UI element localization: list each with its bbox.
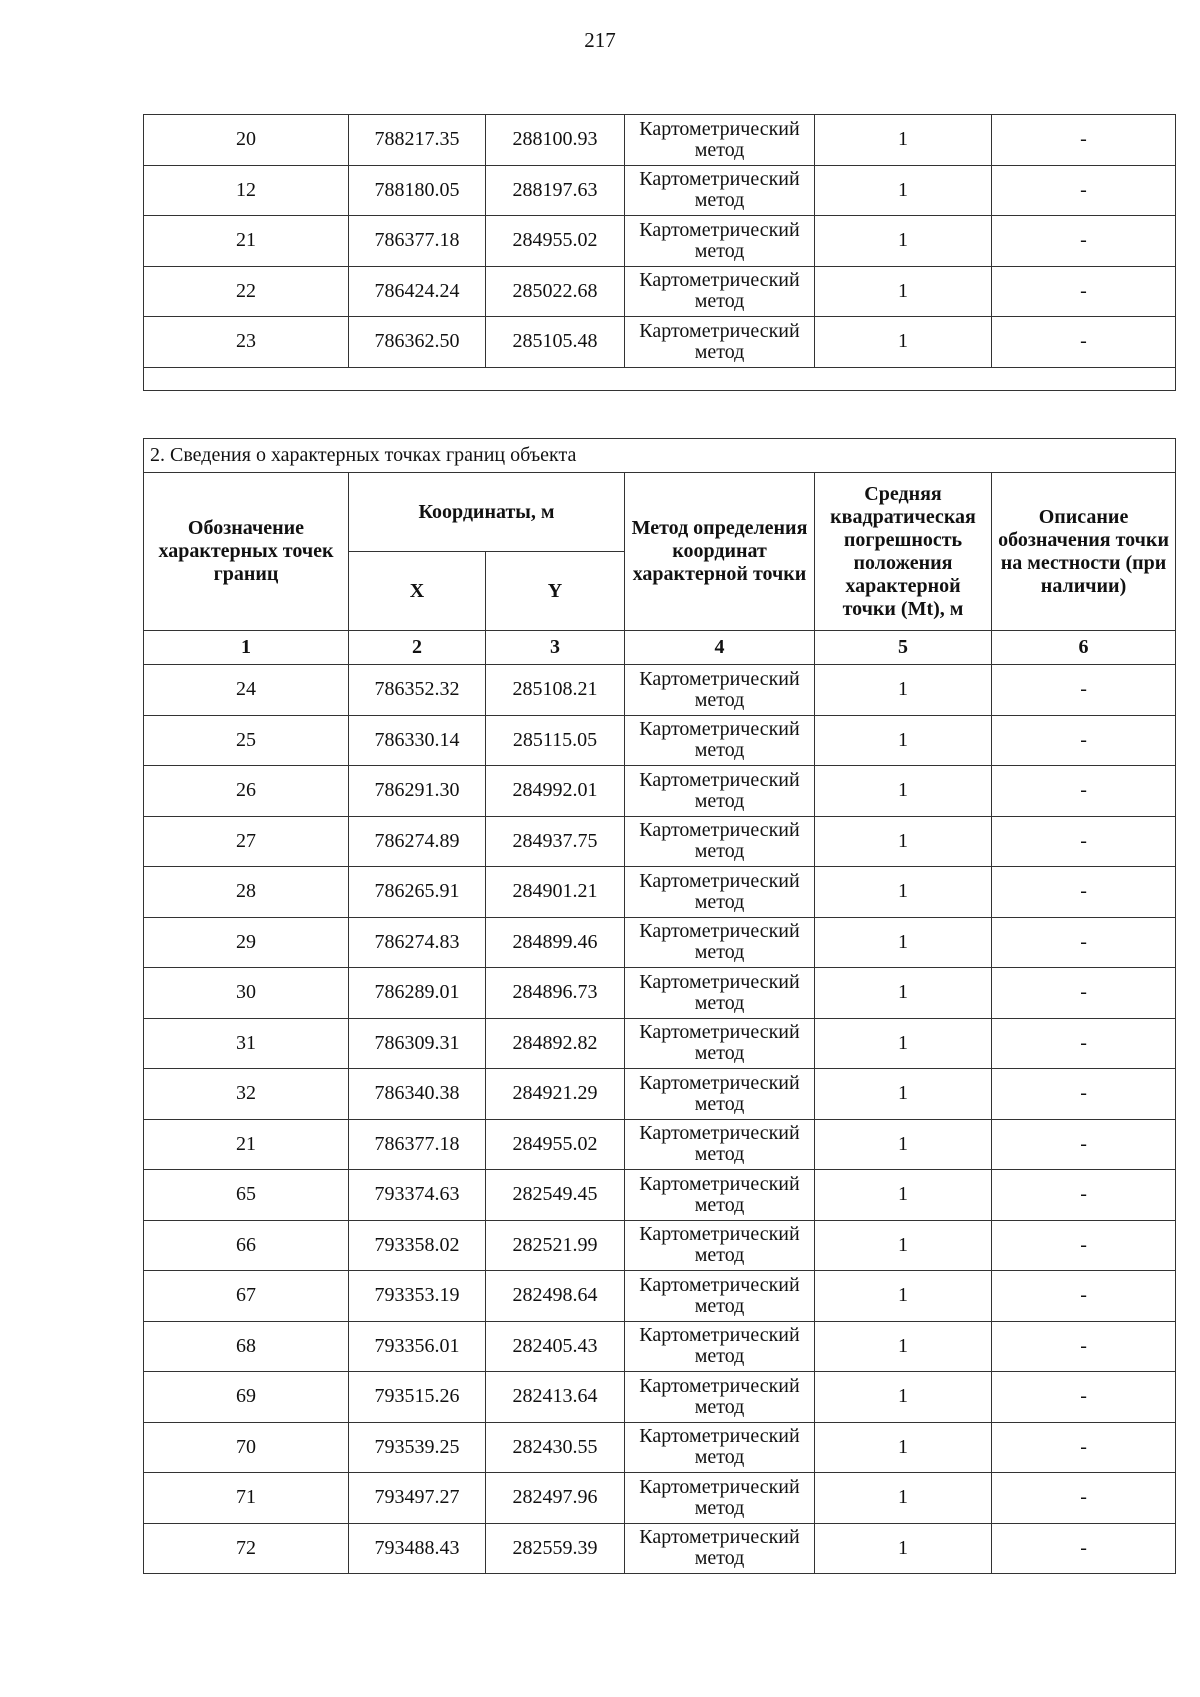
cell-mt: 1 <box>815 968 992 1019</box>
page-number: 217 <box>584 28 616 52</box>
cell-point-id: 67 <box>144 1271 349 1322</box>
cell-x-coordinate: 786291.30 <box>349 766 486 817</box>
table-row <box>144 968 1176 1019</box>
cell-point-id: 28 <box>144 867 349 918</box>
cell-x-coordinate: 788180.05 <box>349 165 486 216</box>
cell-method: Картометрический метод <box>625 1069 815 1120</box>
table-row <box>144 1523 1176 1574</box>
header-x: X <box>349 552 486 631</box>
table-row <box>144 665 1176 716</box>
column-number: 1 <box>144 631 349 665</box>
cell-point-id: 29 <box>144 917 349 968</box>
column-number: 2 <box>349 631 486 665</box>
cell-description: - <box>992 266 1176 317</box>
cell-method: Картометрический метод <box>625 1119 815 1170</box>
cell-x-coordinate: 786362.50 <box>349 317 486 368</box>
cell-description: - <box>992 216 1176 267</box>
cell-x-coordinate: 793488.43 <box>349 1523 486 1574</box>
column-number: 4 <box>625 631 815 665</box>
cell-mt: 1 <box>815 816 992 867</box>
cell-point-id: 68 <box>144 1321 349 1372</box>
cell-y-coordinate: 285022.68 <box>486 266 625 317</box>
cell-y-coordinate: 284892.82 <box>486 1018 625 1069</box>
cell-y-coordinate: 282430.55 <box>486 1422 625 1473</box>
cell-point-id: 24 <box>144 665 349 716</box>
cell-y-coordinate: 282405.43 <box>486 1321 625 1372</box>
cell-point-id: 22 <box>144 266 349 317</box>
table-row <box>144 1119 1176 1170</box>
coordinates-table-continued <box>143 114 1176 391</box>
cell-y-coordinate: 285108.21 <box>486 665 625 716</box>
cell-method: Картометрический метод <box>625 766 815 817</box>
cell-y-coordinate: 285115.05 <box>486 715 625 766</box>
cell-method: Картометрический метод <box>625 1372 815 1423</box>
cell-method: Картометрический метод <box>625 216 815 267</box>
cell-y-coordinate: 282559.39 <box>486 1523 625 1574</box>
cell-mt: 1 <box>815 1321 992 1372</box>
cell-description: - <box>992 1271 1176 1322</box>
cell-y-coordinate: 282549.45 <box>486 1170 625 1221</box>
table-row <box>144 165 1176 216</box>
table-row <box>144 1372 1176 1423</box>
cell-y-coordinate: 288100.93 <box>486 115 625 166</box>
cell-x-coordinate: 786424.24 <box>349 266 486 317</box>
cell-mt: 1 <box>815 1069 992 1120</box>
cell-y-coordinate: 284899.46 <box>486 917 625 968</box>
cell-method: Картометрический метод <box>625 317 815 368</box>
cell-point-id: 21 <box>144 216 349 267</box>
cell-mt: 1 <box>815 317 992 368</box>
cell-method: Картометрический метод <box>625 1523 815 1574</box>
cell-description: - <box>992 317 1176 368</box>
cell-point-id: 26 <box>144 766 349 817</box>
cell-mt: 1 <box>815 1422 992 1473</box>
cell-mt: 1 <box>815 1170 992 1221</box>
cell-method: Картометрический метод <box>625 1271 815 1322</box>
column-number: 3 <box>486 631 625 665</box>
cell-y-coordinate: 288197.63 <box>486 165 625 216</box>
table-body <box>144 665 1176 1574</box>
table-row <box>144 1321 1176 1372</box>
cell-description: - <box>992 1372 1176 1423</box>
table-row <box>144 115 1176 166</box>
cell-description: - <box>992 1422 1176 1473</box>
cell-point-id: 23 <box>144 317 349 368</box>
cell-x-coordinate: 793374.63 <box>349 1170 486 1221</box>
cell-description: - <box>992 968 1176 1019</box>
cell-description: - <box>992 1523 1176 1574</box>
cell-description: - <box>992 165 1176 216</box>
cell-description: - <box>992 715 1176 766</box>
cell-point-id: 20 <box>144 115 349 166</box>
cell-y-coordinate: 284937.75 <box>486 816 625 867</box>
table-row <box>144 266 1176 317</box>
cell-point-id: 25 <box>144 715 349 766</box>
cell-point-id: 32 <box>144 1069 349 1120</box>
empty-row <box>144 367 1176 390</box>
table-row <box>144 216 1176 267</box>
cell-description: - <box>992 816 1176 867</box>
cell-point-id: 72 <box>144 1523 349 1574</box>
cell-mt: 1 <box>815 1372 992 1423</box>
cell-method: Картометрический метод <box>625 1422 815 1473</box>
table-row <box>144 1422 1176 1473</box>
cell-description: - <box>992 1018 1176 1069</box>
header-method: Метод определения координат характерной точки <box>625 473 815 631</box>
cell-x-coordinate: 793539.25 <box>349 1422 486 1473</box>
cell-description: - <box>992 665 1176 716</box>
cell-method: Картометрический метод <box>625 165 815 216</box>
table-row <box>144 1220 1176 1271</box>
cell-point-id: 12 <box>144 165 349 216</box>
table-header <box>144 439 1176 665</box>
cell-point-id: 66 <box>144 1220 349 1271</box>
empty-cell <box>144 367 1176 390</box>
cell-point-id: 27 <box>144 816 349 867</box>
cell-y-coordinate: 282413.64 <box>486 1372 625 1423</box>
cell-x-coordinate: 786330.14 <box>349 715 486 766</box>
cell-y-coordinate: 282521.99 <box>486 1220 625 1271</box>
cell-point-id: 21 <box>144 1119 349 1170</box>
column-number: 6 <box>992 631 1176 665</box>
cell-method: Картометрический метод <box>625 715 815 766</box>
cell-description: - <box>992 1119 1176 1170</box>
table-row <box>144 715 1176 766</box>
cell-mt: 1 <box>815 917 992 968</box>
cell-y-coordinate: 284955.02 <box>486 1119 625 1170</box>
cell-x-coordinate: 788217.35 <box>349 115 486 166</box>
cell-x-coordinate: 793515.26 <box>349 1372 486 1423</box>
cell-method: Картометрический метод <box>625 968 815 1019</box>
table-body <box>144 115 1176 391</box>
cell-method: Картометрический метод <box>625 266 815 317</box>
table-row <box>144 766 1176 817</box>
cell-method: Картометрический метод <box>625 816 815 867</box>
cell-method: Картометрический метод <box>625 665 815 716</box>
cell-point-id: 70 <box>144 1422 349 1473</box>
cell-x-coordinate: 786352.32 <box>349 665 486 716</box>
cell-method: Картометрический метод <box>625 867 815 918</box>
table-row <box>144 1271 1176 1322</box>
cell-mt: 1 <box>815 1119 992 1170</box>
cell-y-coordinate: 284992.01 <box>486 766 625 817</box>
cell-method: Картометрический метод <box>625 1321 815 1372</box>
cell-x-coordinate: 786309.31 <box>349 1018 486 1069</box>
cell-y-coordinate: 284901.21 <box>486 867 625 918</box>
cell-mt: 1 <box>815 1473 992 1524</box>
cell-x-coordinate: 793356.01 <box>349 1321 486 1372</box>
cell-method: Картометрический метод <box>625 1473 815 1524</box>
cell-point-id: 65 <box>144 1170 349 1221</box>
cell-mt: 1 <box>815 867 992 918</box>
table-row <box>144 317 1176 368</box>
cell-point-id: 71 <box>144 1473 349 1524</box>
header-y: Y <box>486 552 625 631</box>
header-point: Обозначение характерных точек границ <box>144 473 349 631</box>
cell-point-id: 69 <box>144 1372 349 1423</box>
cell-x-coordinate: 786289.01 <box>349 968 486 1019</box>
cell-mt: 1 <box>815 1018 992 1069</box>
cell-mt: 1 <box>815 766 992 817</box>
cell-description: - <box>992 867 1176 918</box>
cell-description: - <box>992 1069 1176 1120</box>
table-row <box>144 1069 1176 1120</box>
cell-description: - <box>992 766 1176 817</box>
cell-mt: 1 <box>815 665 992 716</box>
cell-x-coordinate: 786274.89 <box>349 816 486 867</box>
cell-mt: 1 <box>815 165 992 216</box>
table-row <box>144 816 1176 867</box>
table-caption: 2. Сведения о характерных точках границ объекта <box>144 439 1176 473</box>
cell-y-coordinate: 282497.96 <box>486 1473 625 1524</box>
cell-description: - <box>992 917 1176 968</box>
table-row <box>144 917 1176 968</box>
table-row <box>144 867 1176 918</box>
header-coordinates: Координаты, м <box>349 473 625 552</box>
cell-point-id: 30 <box>144 968 349 1019</box>
cell-x-coordinate: 793358.02 <box>349 1220 486 1271</box>
cell-mt: 1 <box>815 266 992 317</box>
cell-method: Картометрический метод <box>625 1018 815 1069</box>
table-row <box>144 1170 1176 1221</box>
cell-description: - <box>992 1220 1176 1271</box>
cell-mt: 1 <box>815 216 992 267</box>
cell-y-coordinate: 285105.48 <box>486 317 625 368</box>
cell-description: - <box>992 1170 1176 1221</box>
cell-point-id: 31 <box>144 1018 349 1069</box>
header-mt: Средняя квадратическая погрешность положения характерной точки (Mt), м <box>815 473 992 631</box>
cell-x-coordinate: 786377.18 <box>349 216 486 267</box>
cell-x-coordinate: 786377.18 <box>349 1119 486 1170</box>
cell-description: - <box>992 115 1176 166</box>
cell-y-coordinate: 284955.02 <box>486 216 625 267</box>
table-row <box>144 1018 1176 1069</box>
cell-description: - <box>992 1321 1176 1372</box>
table-row <box>144 1473 1176 1524</box>
header-description: Описание обозначения точки на местности (при наличии) <box>992 473 1176 631</box>
cell-x-coordinate: 786265.91 <box>349 867 486 918</box>
cell-x-coordinate: 786274.83 <box>349 917 486 968</box>
cell-x-coordinate: 786340.38 <box>349 1069 486 1120</box>
cell-y-coordinate: 284921.29 <box>486 1069 625 1120</box>
cell-method: Картометрический метод <box>625 917 815 968</box>
boundary-points-table <box>143 438 1176 1574</box>
cell-mt: 1 <box>815 1220 992 1271</box>
column-number: 5 <box>815 631 992 665</box>
cell-method: Картометрический метод <box>625 115 815 166</box>
cell-mt: 1 <box>815 1523 992 1574</box>
cell-description: - <box>992 1473 1176 1524</box>
cell-mt: 1 <box>815 715 992 766</box>
cell-y-coordinate: 284896.73 <box>486 968 625 1019</box>
cell-mt: 1 <box>815 115 992 166</box>
cell-y-coordinate: 282498.64 <box>486 1271 625 1322</box>
cell-mt: 1 <box>815 1271 992 1322</box>
cell-x-coordinate: 793497.27 <box>349 1473 486 1524</box>
cell-method: Картометрический метод <box>625 1170 815 1221</box>
cell-x-coordinate: 793353.19 <box>349 1271 486 1322</box>
cell-method: Картометрический метод <box>625 1220 815 1271</box>
